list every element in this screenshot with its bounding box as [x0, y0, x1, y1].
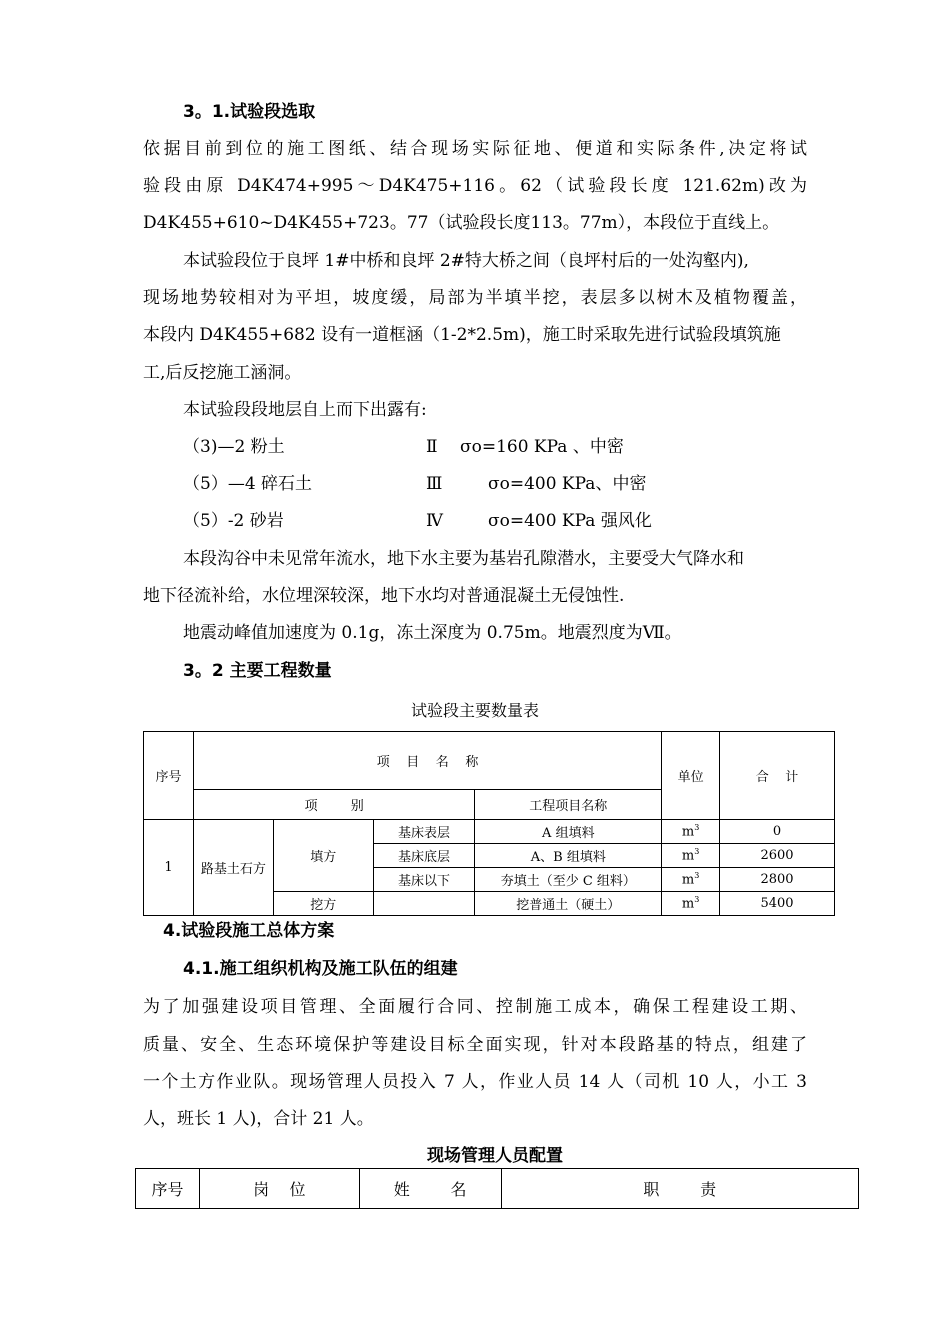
row-unit: $m^3$ [662, 892, 720, 916]
row-material: A、B 组填料 [475, 844, 662, 868]
section-heading-3-1: 3。1.试验段选取 [183, 102, 316, 122]
row-total: 5400 [720, 892, 835, 916]
row-layer: 基床表层 [373, 820, 475, 844]
table-header-row [136, 1169, 859, 1209]
stratum-bearing: σo=400 KPa 强风化 [488, 511, 652, 531]
header-name: 姓 名 [359, 1169, 501, 1209]
stratum-bearing: σo=160 KPa 、中密 [460, 437, 624, 457]
paragraph-line: D4K455+610~D4K455+723。77（试验段长度113。77m），本段位于直线上。 [143, 213, 780, 233]
stratum-grade: Ⅲ [426, 474, 443, 494]
section-heading-4-1: 4.1.施工组织机构及施工队伍的组建 [183, 959, 458, 979]
table-title-staff: 现场管理人员配置 [427, 1146, 563, 1166]
header-seq: 序号 [136, 1169, 200, 1209]
paragraph-line: 本试验段段地层自上而下出露有: [183, 400, 427, 420]
paragraph-line: 地下径流补给，水位埋深较深，地下水均对普通混凝土无侵蚀性. [143, 586, 625, 606]
paragraph-line: 质量、安全、生态环境保护等建设目标全面实现，针对本段路基的特点，组建了 [143, 1035, 807, 1055]
header-seq: 序号 [144, 732, 194, 820]
quantities-table [143, 731, 835, 916]
row-unit: $m^3$ [662, 820, 720, 844]
paragraph-line: 依据目前到位的施工图纸、结合现场实际征地、便道和实际条件,决定将试 [143, 139, 807, 159]
row-group: 路基土石方 [193, 820, 273, 916]
paragraph-line: 为了加强建设项目管理、全面履行合同、控制施工成本，确保工程建设工期、 [143, 997, 807, 1017]
row-seq: 1 [144, 820, 194, 916]
table-title-quantities: 试验段主要数量表 [410, 701, 539, 720]
header-category: 项 别 [193, 790, 475, 820]
section-heading-3-2: 3。2 主要工程数量 [183, 661, 332, 681]
section-heading-4: 4.试验段施工总体方案 [163, 921, 335, 941]
paragraph-line: 本段沟谷中未见常年流水，地下水主要为基岩孔隙潜水，主要受大气降水和 [183, 549, 744, 569]
row-unit: $m^3$ [662, 844, 720, 868]
paragraph-line: 本试验段位于良坪 1#中桥和良坪 2#特大桥之间（良坪村后的一处沟壑内), [183, 251, 749, 271]
header-post: 岗 位 [199, 1169, 359, 1209]
paragraph-line: 一个土方作业队。现场管理人员投入 7 人，作业人员 14 人（司机 10 人，小工 3 [143, 1072, 807, 1092]
header-total: 合 计 [720, 732, 835, 820]
row-layer [373, 892, 475, 916]
header-item-name: 项 目 名 称 [193, 732, 661, 790]
row-fill: 填方 [273, 820, 373, 892]
row-total: 2600 [720, 844, 835, 868]
stratum-bearing: σo=400 KPa、中密 [488, 474, 647, 494]
header-duty: 职 责 [501, 1169, 858, 1209]
row-total: 0 [720, 820, 835, 844]
header-work-item: 工程项目名称 [475, 790, 662, 820]
paragraph-line: 验段由原 D4K474+995～D4K475+116。62（试验段长度 121.62m)改为 [143, 176, 807, 196]
paragraph-line: 工,后反挖施工涵洞。 [143, 363, 302, 383]
row-cut: 挖方 [273, 892, 373, 916]
table-header-row [144, 732, 835, 790]
row-total: 2800 [720, 868, 835, 892]
stratum-name: （5）-2 砂岩 [183, 511, 284, 531]
row-layer: 基床以下 [373, 868, 475, 892]
stratum-name: （5）—4 碎石土 [183, 474, 313, 494]
stratum-grade: Ⅱ [426, 437, 438, 457]
paragraph-line: 本段内 D4K455+682 设有一道框涵（1-2*2.5m)，施工时采取先进行试验段填筑施 [143, 325, 781, 345]
header-unit: 单位 [662, 732, 720, 820]
row-layer: 基床底层 [373, 844, 475, 868]
row-unit: $m^3$ [662, 868, 720, 892]
stratum-name: （3)—2 粉土 [183, 437, 285, 457]
table-row [144, 820, 835, 844]
staff-table [135, 1168, 859, 1209]
paragraph-line: 现场地势较相对为平坦，坡度缓，局部为半填半挖，表层多以树木及植物覆盖， [143, 288, 807, 308]
row-material: 夯填土（至少 C 组料） [475, 868, 662, 892]
row-material: A 组填料 [475, 820, 662, 844]
paragraph-line: 人，班长 1 人)，合计 21 人。 [143, 1109, 374, 1129]
paragraph-line: 地震动峰值加速度为 0.1g，冻土深度为 0.75m。地震烈度为Ⅶ。 [183, 623, 682, 643]
row-material: 挖普通土（硬土） [475, 892, 662, 916]
stratum-grade: Ⅳ [426, 511, 443, 531]
